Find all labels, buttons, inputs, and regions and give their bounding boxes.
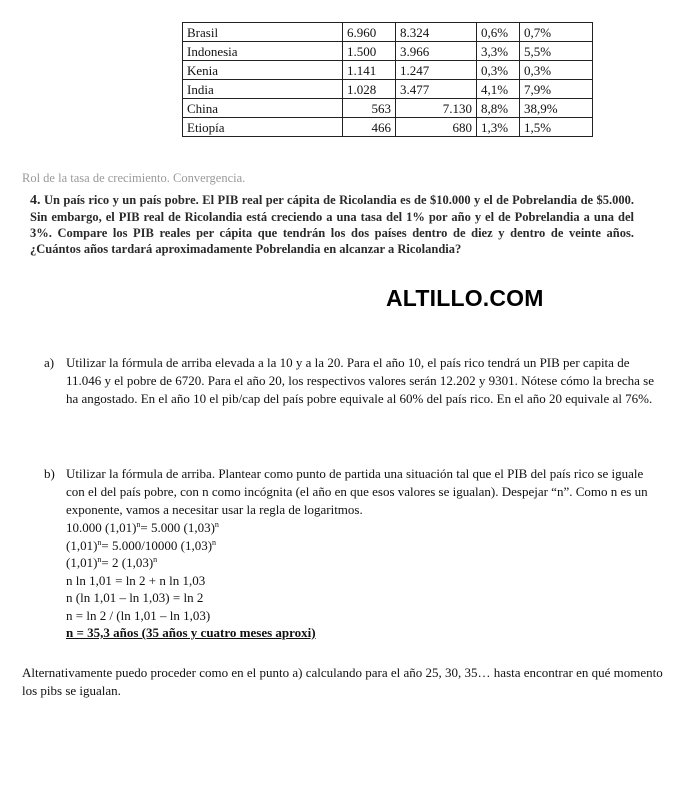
table-cell: 1,5% (520, 118, 593, 137)
closing-paragraph: Alternativamente puedo proceder como en el punto a) calculando para el año 25, 30, 35… hasta encontrar en qué momento los pibs se igualan. (22, 665, 663, 698)
table-cell: 6.960 (343, 23, 396, 42)
table-cell: 4,1% (477, 80, 520, 99)
answer-b-body (66, 465, 664, 642)
watermark: ALTILLO.COM (386, 285, 544, 311)
table-cell: Brasil (183, 23, 343, 42)
table-cell: 466 (343, 118, 396, 137)
problem-text: El PIB real per cápita de Ricolandia es de $10.000 y el de Pobrelandia de $5.000. Sin embargo, el PIB real de Ricolandia está creciendo a una tasa del 1% por año y el de Pobrelandia a una del 3%. Compare los PIB reales per cápita que tendrán los dos países dentro de diez y dentro de veinte años. ¿Cuántos años tardará aproximadamente Pobrelandia en alcanzar a Ricolandia? (30, 193, 635, 256)
table-cell: 38,9% (520, 99, 593, 118)
table-cell: 680 (396, 118, 477, 137)
table-cell: China (183, 99, 343, 118)
answer-b (44, 465, 664, 655)
table-row (183, 99, 593, 118)
table-row (183, 61, 593, 80)
table-cell: 5,5% (520, 42, 593, 61)
table-cell: India (183, 80, 343, 99)
table-cell: Etiopía (183, 118, 343, 137)
table-cell: 563 (343, 99, 396, 118)
table-cell: 8,8% (477, 99, 520, 118)
equation-5: n (ln 1,01 – ln 1,03) = ln 2 (66, 590, 204, 605)
table-cell: 8.324 (396, 23, 477, 42)
table-row (183, 23, 593, 42)
answer-b-intro: Utilizar la fórmula de arriba. Plantear como punto de partida una situación tal que el PIB del país rico se iguale con el del país pobre, con n como incógnita (el año en que esos valores se igualan). Despejar “n”. Como n es un exponente, vamos a necesitar usar la regla de logaritmos. (66, 466, 648, 517)
section-heading: Rol de la tasa de crecimiento. Convergencia. (22, 171, 246, 185)
table-cell: 1,3% (477, 118, 520, 137)
table-cell: 3.966 (396, 42, 477, 61)
answer-b-marker: b) (44, 466, 55, 481)
answer-a-marker: a) (44, 355, 55, 370)
table-row (183, 118, 593, 137)
equation-4: n ln 1,01 = ln 2 + n ln 1,03 (66, 572, 206, 588)
table-cell: 0,3% (477, 61, 520, 80)
table-cell: 1.247 (396, 61, 477, 80)
table-cell: Indonesia (183, 42, 343, 61)
table-row (183, 80, 593, 99)
table-cell: Kenia (183, 61, 343, 80)
table-cell: 3.477 (396, 80, 477, 99)
table-cell: 1.500 (343, 42, 396, 61)
result-line: n = 35,3 años (35 años y cuatro meses aproxi) (66, 625, 316, 640)
table-cell: 7.130 (396, 99, 477, 118)
table-cell: 3,3% (477, 42, 520, 61)
equation-1: 10.000 $(1,01)^n= 5.000$ $(1,03)^n$ (66, 520, 219, 535)
table-cell: 0,3% (520, 61, 593, 80)
table-cell: 0,7% (520, 23, 593, 42)
answer-a (44, 354, 664, 434)
gdp-table (182, 22, 593, 137)
problem-number: 4. (30, 193, 41, 208)
equation-2: $(1,01)^n= 5.000/10000$ $(1,03)^n$ (66, 537, 217, 553)
table-cell: 1.028 (343, 80, 396, 99)
problem-title: Un país rico y un país pobre. (43, 193, 199, 207)
table-cell: 1.141 (343, 61, 396, 80)
answer-a-text: Utilizar la fórmula de arriba elevada a la 10 y a la 20. Para el año 10, el país rico tendrá un PIB per capita de 11.046 y el pobre de 6720. Para el año 20, los respectivos valores serán 12.202 y 9301. Nótese cómo la brecha se ha angostado. En el año 10 el pib/cap del país pobre equivale al 60% del país rico. En el año 20 equivale al 76%. (66, 355, 654, 406)
table-row (183, 42, 593, 61)
table-cell: 7,9% (520, 80, 593, 99)
equation-6: n = ln 2 / (ln 1,01 – ln 1,03) (66, 607, 211, 623)
table-cell: 0,6% (477, 23, 520, 42)
problem-statement (30, 192, 634, 257)
equation-3: $(1,01)^n= 2$ $(1,03)^n$ (66, 555, 158, 570)
